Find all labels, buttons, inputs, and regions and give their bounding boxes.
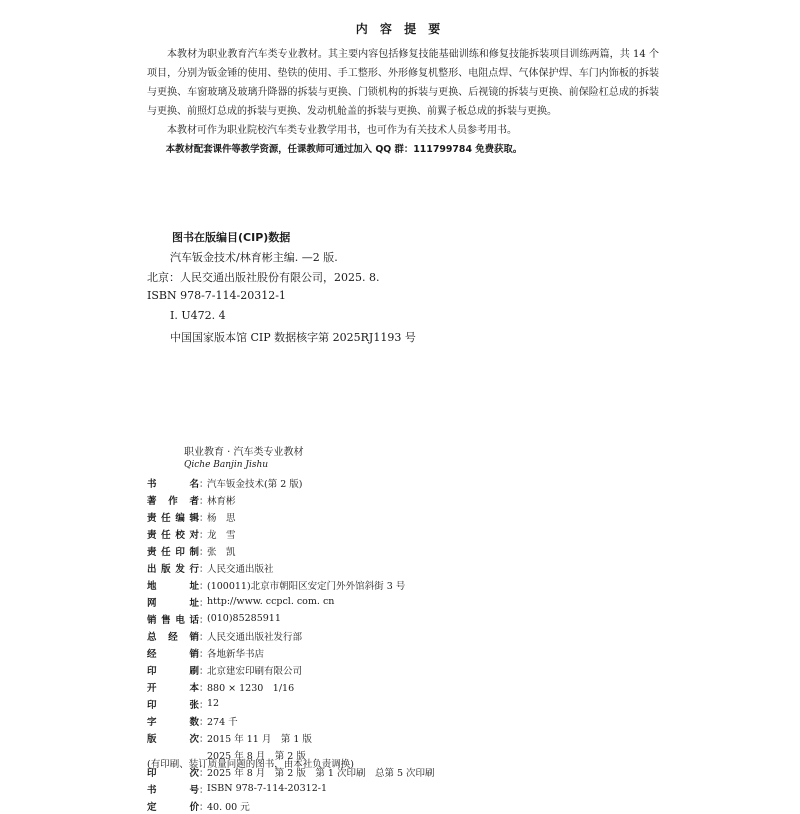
info-value: (010)85285911 <box>207 613 281 624</box>
info-label: 定 价 <box>147 801 199 813</box>
info-colon: ： <box>199 631 209 643</box>
info-row <box>147 627 302 644</box>
info-colon: ： <box>199 614 209 626</box>
cip-title: 图书在版编目(CIP)数据 <box>172 231 291 244</box>
cip-line-publisher: 北京：人民交通出版社股份有限公司，2025. 8. <box>147 271 380 284</box>
info-colon: ： <box>199 512 209 524</box>
info-row <box>147 712 238 729</box>
info-label: 印 次 <box>147 767 199 779</box>
info-value: 2025 年 8 月 第 2 版 第 1 次印刷 总第 5 次印刷 <box>207 767 435 779</box>
info-value: 274 千 <box>207 716 238 728</box>
summary-title: 内 容 提 要 <box>355 22 445 36</box>
info-value: 龙 雪 <box>207 529 236 541</box>
info-colon: ： <box>199 580 209 592</box>
info-row <box>147 695 219 712</box>
info-colon: ： <box>199 529 209 541</box>
info-label: 著 作 者 <box>147 495 199 507</box>
info-colon: ： <box>199 784 209 796</box>
info-row <box>147 678 294 695</box>
series-pinyin: Qiche Banjin Jishu <box>184 460 269 470</box>
info-label: 书 号 <box>147 784 199 796</box>
info-row <box>147 474 303 491</box>
info-colon: ： <box>199 699 209 711</box>
info-colon: ： <box>199 648 209 660</box>
info-label: 字 数 <box>147 716 199 728</box>
info-label: 责 任 校 对 <box>147 529 199 541</box>
cip-line-title: 汽车钣金技术/林育彬主编. —2 版. <box>170 251 338 264</box>
info-colon: ： <box>199 665 209 677</box>
cip-line-isbn: ISBN 978-7-114-20312-1 <box>147 289 286 302</box>
info-row <box>147 729 312 746</box>
info-value: 汽车钣金技术(第 2 版) <box>207 478 303 490</box>
summary-paragraph: 本教材为职业教育汽车类专业教材。其主要内容包括修复技能基础训练和修复技能拆装项目训练两篇，共 14 个项目，分别为钣金锤的使用、垫铁的使用、手工整形、外形修复机整形、电阻点焊、气体保护焊、车门内饰板的拆装与更换、车窗玻璃及玻璃升降器的拆装与更换、门锁机构的拆装与更换、后视镜的拆装与更换、前保险杠总成的拆装与更换、前照灯总成的拆装与更换、发动机舱盖的拆装与更换、前翼子板总成的拆装与更换。 <box>147 49 659 117</box>
info-colon: ： <box>199 716 209 728</box>
info-value: 2015 年 11 月 第 1 版 <box>207 733 312 745</box>
info-row <box>147 780 327 797</box>
info-label: 网 址 <box>147 597 199 609</box>
info-label: 书 名 <box>147 478 199 490</box>
info-row <box>147 644 264 661</box>
info-row <box>147 491 236 508</box>
info-label: 开 本 <box>147 682 199 694</box>
info-row <box>147 559 274 576</box>
info-value: 40. 00 元 <box>207 801 250 813</box>
info-label: 地 址 <box>147 580 199 592</box>
summary-body <box>147 45 659 159</box>
info-row <box>147 593 334 610</box>
info-colon: ： <box>199 495 209 507</box>
summary-paragraph: 本教材配套课件等教学资源，任课教师可通过加入 QQ 群：111799784 免费获取。 <box>165 144 523 155</box>
info-colon: ： <box>199 733 209 745</box>
info-colon: ： <box>199 682 209 694</box>
info-colon: ： <box>199 546 209 558</box>
summary-paragraph: 本教材可作为职业院校汽车类专业教学用书，也可作为有关技术人员参考用书。 <box>167 125 517 136</box>
info-value: 杨 思 <box>207 512 236 524</box>
cip-line-classification: Ⅰ. U472. 4 <box>170 309 226 322</box>
series-name: 职业教育 · 汽车类专业教材 <box>184 447 304 458</box>
info-label: 出 版 发 行 <box>147 563 199 575</box>
info-label: 责 任 编 辑 <box>147 512 199 524</box>
info-colon: ： <box>199 563 209 575</box>
info-label: 版 次 <box>147 733 199 745</box>
info-value: 张 凯 <box>207 546 236 558</box>
info-value: 人民交通出版社发行部 <box>207 631 303 643</box>
info-row <box>147 576 405 593</box>
cip-line-record-number: 中国国家版本馆 CIP 数据核字第 2025RJ1193 号 <box>170 331 416 344</box>
info-label: 总 经 销 <box>147 631 199 643</box>
info-value: 人民交通出版社 <box>207 563 274 575</box>
info-value: 北京建宏印刷有限公司 <box>207 665 303 677</box>
info-value: http://www. ccpcl. com. cn <box>207 596 335 607</box>
info-label: 印 刷 <box>147 665 199 677</box>
info-label: 印 张 <box>147 699 199 711</box>
info-colon: ： <box>199 597 209 609</box>
info-label: 经 销 <box>147 648 199 660</box>
info-colon: ： <box>199 801 209 813</box>
info-colon: ： <box>199 767 209 779</box>
info-row <box>147 525 236 542</box>
info-value: 880 × 1230 1/16 <box>207 682 295 694</box>
info-row <box>147 508 236 525</box>
info-value: ISBN 978-7-114-20312-1 <box>207 783 327 794</box>
info-value: 2025 年 8 月 第 2 版 <box>207 750 306 762</box>
info-label: 责 任 印 制 <box>147 546 199 558</box>
info-value: 各地新华书店 <box>207 648 265 660</box>
info-label: 销 售 电 话 <box>147 614 199 626</box>
info-value: (100011)北京市朝阳区安定门外外馆斜街 3 号 <box>207 580 406 592</box>
info-row <box>147 610 281 627</box>
info-row <box>147 542 236 559</box>
quality-note: (有印刷、装订质量问题的图书，由本社负责调换) <box>147 759 354 770</box>
info-value: 12 <box>207 698 220 709</box>
info-value: 林育彬 <box>207 495 236 507</box>
info-colon: ： <box>199 478 209 490</box>
info-row <box>147 661 302 678</box>
